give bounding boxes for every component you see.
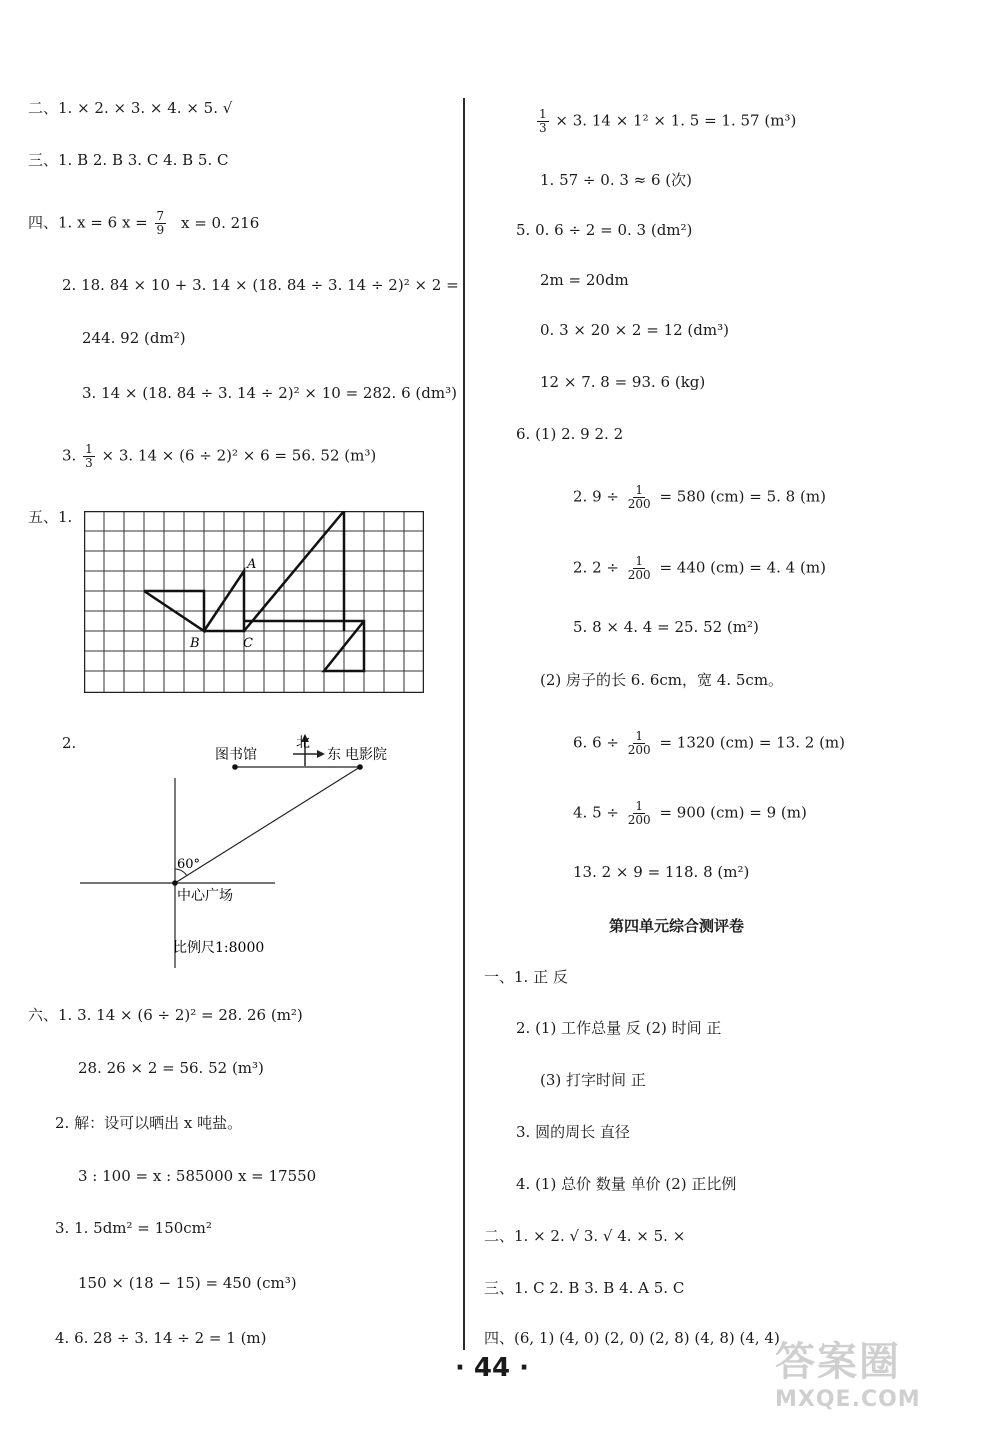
answer-r-q5-line4: 12 × 7. 8 = 93. 6 (kg) [540, 373, 706, 391]
answer-section-5-q1: 五、1. [28, 508, 73, 526]
map-cinema: 电影院 [345, 747, 387, 763]
map-center: 中心广场 [177, 888, 233, 904]
map-east: 东 [327, 747, 341, 763]
answer-r-line2: 1. 57 ÷ 0. 3 ≈ 6 (次) [540, 171, 693, 189]
answer-4-q2-line3: 3. 14 × (18. 84 ÷ 3. 14 ÷ 2)² × 10 = 282. 6 (dm³) [82, 384, 457, 402]
fraction: $\frac{1}{3}$ [85, 442, 93, 470]
map-library: 图书馆 [215, 747, 257, 763]
answer-r-q6-line7: 13. 2 × 9 = 118. 8 (m²) [573, 863, 750, 881]
unit4-1-q3: 3. 圆的周长 直径 [516, 1123, 630, 1141]
answer-6-q3-line2: 150 × (18 − 15) = 450 (cm³) [78, 1274, 297, 1292]
answer-6-q1-line2: 28. 26 × 2 = 56. 52 (m³) [78, 1059, 264, 1077]
answer-5-q2: 2. [62, 734, 77, 752]
answer-r-q6-line3: 2. 2 ÷ $\frac{1}{200}$ = 440 (cm) = 4. 4 (m) [573, 554, 826, 582]
answer-6-q2: 2. 解：设可以晒出 x 吨盐。 [55, 1114, 243, 1132]
fraction: $\frac{7}{9}$ [156, 209, 165, 237]
fraction: $\frac{1}{200}$ [627, 729, 651, 757]
unit4-section-3: 三、1. C 2. B 3. B 4. A 5. C [484, 1279, 685, 1297]
answer-r-q5-line2: 2m = 20dm [540, 271, 629, 289]
answer-r-q5: 5. 0. 6 ÷ 2 = 0. 3 (dm²) [516, 221, 693, 239]
section-title: 第四单元综合测评卷 [609, 917, 745, 935]
fraction: $\frac{1}{200}$ [627, 483, 651, 511]
answer-section-3: 三、1. B 2. B 3. C 4. B 5. C [28, 151, 229, 169]
answer-r-line1: $\frac{1}{3}$ × 3. 14 × 1² × 1. 5 = 1. 57 (m³) [539, 107, 797, 135]
map-figure [75, 728, 415, 973]
unit4-1-q4: 4. (1) 总价 数量 单价 (2) 正比例 [516, 1175, 737, 1193]
point-label-a: A [247, 557, 257, 572]
answer-r-q6-line4: 5. 8 × 4. 4 = 25. 52 (m²) [573, 618, 759, 636]
answer-4-q3: 3. $\frac{1}{3}$ × 3. 14 × (6 ÷ 2)² × 6 = 56. 52 (m³) [62, 442, 377, 470]
fraction: $\frac{1}{200}$ [627, 799, 651, 827]
unit4-1-q2-part3: (3) 打字时间 正 [540, 1071, 646, 1089]
fraction: $\frac{1}{200}$ [627, 554, 651, 582]
fraction: $\frac{1}{3}$ [539, 107, 547, 135]
watermark-logo: 答案圈 MXQE.COM [775, 1339, 921, 1412]
eq-text: 四、1. x = 6 x = [28, 213, 148, 232]
unit4-section-1: 一、1. 正 反 [484, 968, 568, 986]
answer-r-q6: 6. (1) 2. 9 2. 2 [516, 425, 624, 443]
unit4-section-4: 四、(6, 1) (4, 0) (2, 0) (2, 8) (4, 8) (4, 4) [484, 1329, 780, 1347]
answer-r-q6-line2: 2. 9 ÷ $\frac{1}{200}$ = 580 (cm) = 5. 8 (m) [573, 483, 826, 511]
answer-6-q4: 4. 6. 28 ÷ 3. 14 ÷ 2 = 1 (m) [55, 1329, 267, 1347]
column-divider [463, 98, 465, 1350]
eq-text: x = 0. 216 [180, 213, 260, 232]
answer-r-q6-part2: (2) 房子的长 6. 6cm，宽 4. 5cm。 [540, 671, 784, 689]
point-label-b: B [190, 636, 200, 651]
page-number: · 44 · [455, 1353, 530, 1383]
answer-r-q5-line3: 0. 3 × 20 × 2 = 12 (dm³) [540, 321, 729, 339]
map-north: 北 [296, 735, 310, 751]
map-scale: 比例尺1:8000 [173, 940, 265, 956]
answer-section-2: 二、1. × 2. × 3. × 4. × 5. √ [28, 99, 233, 117]
answer-6-q2-line2: 3 : 100 = x : 585000 x = 17550 [78, 1167, 317, 1185]
map-angle: 60° [177, 857, 201, 872]
answer-6-q3: 3. 1. 5dm² = 150cm² [55, 1219, 212, 1237]
answer-r-q6-line5: 6. 6 ÷ $\frac{1}{200}$ = 1320 (cm) = 13. 2 (m) [573, 729, 846, 757]
unit4-1-q2: 2. (1) 工作总量 反 (2) 时间 正 [516, 1019, 722, 1037]
answer-4-q2-line1: 2. 18. 84 × 10 + 3. 14 × (18. 84 ÷ 3. 14 ÷ 2)² × 2 = [62, 276, 459, 294]
answer-r-q6-line6: 4. 5 ÷ $\frac{1}{200}$ = 900 (cm) = 9 (m) [573, 799, 807, 827]
answer-section-6-q1: 六、1. 3. 14 × (6 ÷ 2)² = 28. 26 (m²) [28, 1006, 303, 1024]
answer-section-4-q1 [28, 210, 259, 237]
grid-figure [84, 511, 424, 693]
unit4-section-2: 二、1. × 2. √ 3. √ 4. × 5. × [484, 1227, 686, 1245]
answer-4-q2-line2: 244. 92 (dm²) [82, 329, 186, 347]
point-label-c: C [243, 636, 253, 651]
